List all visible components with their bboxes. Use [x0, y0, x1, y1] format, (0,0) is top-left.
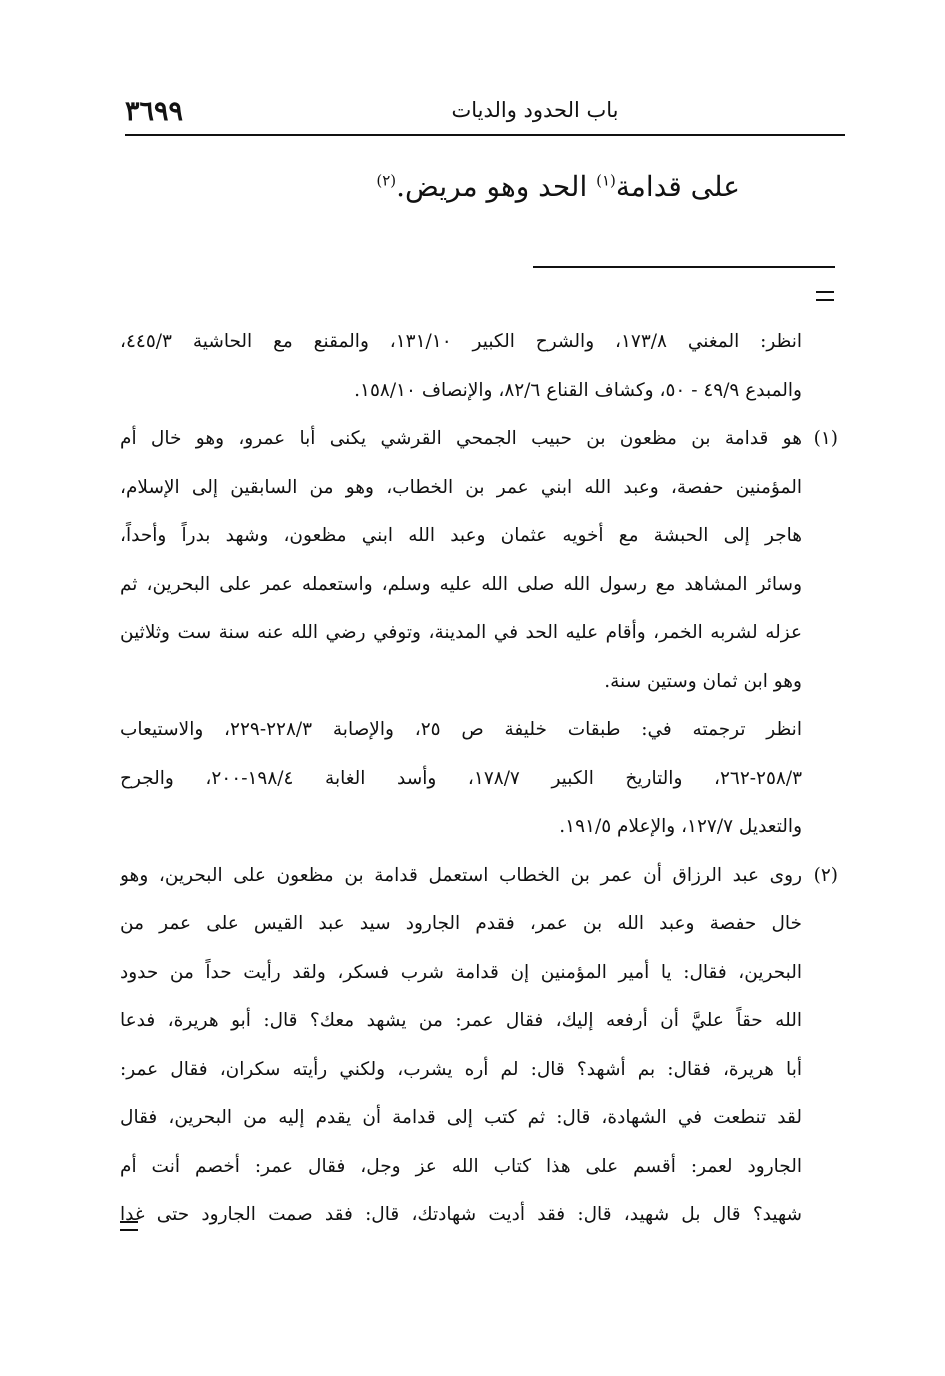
- footnote-1-refs-line: والتعديل ١٢٧/٧، والإعلام ١٩١/٥.: [559, 816, 802, 837]
- header-rule: [125, 134, 845, 136]
- footnote-2-line: الجارود لعمر: أقسم على هذا كتاب الله عز وجل، فقال عمر: أخصم أنت أم: [120, 1155, 802, 1177]
- main-text-part-2: الحد وهو مريض.: [396, 170, 597, 203]
- footnote-1-line: عزله لشربه الخمر، وأقام عليه الحد في المدينة، وتوفي رضي الله عنه سنة ست وثلاثين: [120, 622, 802, 643]
- footnote-1-line: وسائر المشاهد مع رسول الله صلى الله عليه وسلم، واستعمله عمر على البحرين، ثم: [120, 573, 802, 595]
- footnote-1-first-line: [120, 415, 838, 464]
- footnote-ref-2: (٢): [376, 171, 397, 190]
- footnote-1-refs-line: انظر ترجمته في: طبقات خليفة ص ٢٥، والإصابة ٢٢٨/٣-٢٢٩، والاستيعاب: [120, 719, 802, 740]
- footnote-1-line: وهو ابن ثمان وستين سنة.: [604, 670, 802, 692]
- footnote-separator: [533, 266, 835, 268]
- footnote-2-line: البحرين، فقال: يا أمير المؤمنين إن قدامة شرب فسكر، ولقد رأيت حداً من حدود: [120, 961, 802, 983]
- footnote-2-line: الله حقاً عليَّ أن أرفعه إليك، فقال عمر: من يشهد معك؟ قال: أبو هريرة، فدعا: [120, 1010, 802, 1031]
- footnote-2-marker: (٢): [813, 864, 838, 886]
- footnote-1-marker: (١): [813, 428, 838, 449]
- footnote-1-line: هاجر إلى الحبشة مع أخويه عثمان وعبد الله ابني مظعون، وشهد بدراً وأحداً،: [120, 525, 802, 546]
- footnote-2-first-line: [120, 852, 838, 901]
- footnote-ref-1: (١): [596, 171, 616, 190]
- footnote-2-line: لقد تنطعت في الشهادة، قال: ثم كتب إلى قدامة أن يقدم إليه من البحرين، فقال: [120, 1107, 802, 1128]
- continuation-mark-top: [816, 291, 834, 301]
- page-header: [125, 92, 845, 136]
- footnote-continuation-line: والمبدع ٤٩/٩ - ٥٠، وكشاف القناع ٨٢/٦، والإنصاف ١٥٨/١٠.: [354, 379, 802, 401]
- main-text-part-1: على قدامة: [615, 170, 740, 203]
- footnote-2-line: شهيد؟ قال بل شهيد، قال: فقد أديت شهادتك، قال: فقد صمت الجارود حتى غدا: [120, 1204, 802, 1225]
- running-title: باب الحدود والديات: [451, 98, 619, 122]
- footnote-1-line: المؤمنين حفصة، وعبد الله ابني عمر بن الخطاب، وهو من السابقين إلى الإسلام،: [120, 476, 802, 498]
- footnote-2-line: أبا هريرة، فقال: بم أشهد؟ قال: لم أره يشرب، ولكني رأيته سكران، فقال عمر:: [120, 1058, 802, 1080]
- footnotes: [120, 318, 838, 1240]
- continuation-mark-bottom: [120, 1221, 138, 1231]
- footnote-1-refs-line: ٢٥٨/٣-٢٦٢، والتاريخ الكبير ١٧٨/٧، وأسد الغابة ١٩٨/٤-٢٠٠، والجرح: [120, 767, 803, 789]
- footnote-1-text: هو قدامة بن مظعون بن حبيب الجمحي القرشي يكنى أبا عمرو، وهو خال أم: [120, 428, 802, 449]
- page-number: ٣٦٩٩: [125, 96, 184, 127]
- footnote-2-text: روى عبد الرزاق أن عمر بن الخطاب استعمل قدامة بن مظعون على البحرين، وهو: [120, 864, 802, 886]
- footnote-continuation-line: انظر: المغني ١٧٣/٨، والشرح الكبير ١٣١/١٠، والمقنع مع الحاشية ٤٤٥/٣،: [120, 331, 802, 352]
- main-text: [200, 170, 740, 203]
- footnote-2-line: خال حفصة وعبد الله بن عمر، فقدم الجارود سيد عبد القيس على عمر من: [120, 913, 802, 934]
